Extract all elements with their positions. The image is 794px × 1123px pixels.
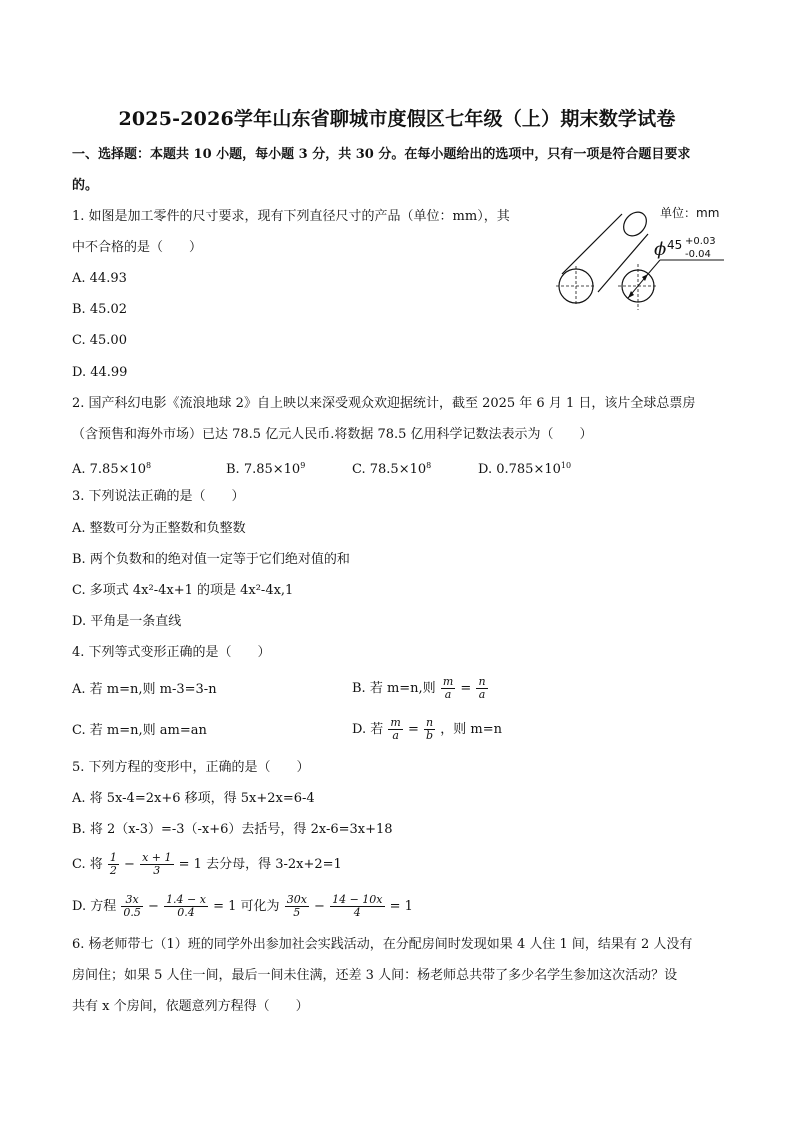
q6-stem-line1: 6. 杨老师带七（1）班的同学外出参加社会实践活动，在分配房间时发现如果 4 人住 1 间，结果有 2 人没有 bbox=[72, 937, 693, 952]
q4-option-a: A. 若 m=n,则 m-3=3-n bbox=[72, 682, 217, 697]
lower-tolerance: -0.04 bbox=[685, 249, 711, 260]
q1-option-d: D. 44.99 bbox=[72, 365, 128, 380]
q5-option-d: D. 方程 $\frac{3x}{0.5}$ − $\frac{1.4 - x}{0.4}$ = 1 可化为 $\frac{30x}{5}$ − $\frac{14 - 10x}{4}$ = 1 bbox=[72, 893, 413, 919]
q6-stem-line3: 共有 x 个房间，依题意列方程得（ ） bbox=[72, 999, 309, 1014]
q3-stem: 3. 下列说法正确的是（ ） bbox=[72, 489, 245, 504]
unit-label: 单位：mm bbox=[660, 206, 720, 220]
q4-option-b: B. 若 m=n,则 $\frac{m}{a}$ = $\frac{n}{a}$ bbox=[352, 675, 486, 701]
q5-option-c: C. 将 $\frac{1}{2}$ − $\frac{x + 1}{3}$ = 1 去分母，得 3-2x+2=1 bbox=[72, 851, 342, 877]
q2-option-c: C. $78.5\times 10^8$ bbox=[352, 461, 432, 477]
q5-option-a: A. 将 5x-4=2x+6 移项，得 5x+2x=6-4 bbox=[72, 791, 315, 806]
q6-stem-line2: 房间住；如果 5 人住一间，最后一间未住满，还差 3 人间：杨老师总共带了多少名学生参加这次活动？设 bbox=[72, 968, 678, 983]
q4-stem: 4. 下列等式变形正确的是（ ） bbox=[72, 645, 271, 660]
q1-option-c: C. 45.00 bbox=[72, 333, 127, 348]
q2-stem-line2: （含预售和海外市场）已达 78.5 亿元人民币.将数据 78.5 亿用科学记数法表示为（ ） bbox=[72, 427, 593, 442]
q4-option-d: D. 若 $\frac{m}{a}$ = $\frac{n}{b}$ ，则 m=n bbox=[352, 716, 502, 742]
page-title: 2025-2026学年山东省聊城市度假区七年级（上）期末数学试卷 bbox=[118, 108, 676, 130]
q4-option-c: C. 若 m=n,则 am=an bbox=[72, 723, 207, 738]
cylinder-part-diagram bbox=[554, 202, 724, 314]
q1-option-b: B. 45.02 bbox=[72, 302, 128, 317]
nominal-diameter: 45 bbox=[667, 238, 683, 252]
q1-stem-line1: 1. 如图是加工零件的尺寸要求，现有下列直径尺寸的产品（单位：mm），其 bbox=[72, 209, 510, 224]
q3-option-b: B. 两个负数和的绝对值一定等于它们绝对值的和 bbox=[72, 552, 350, 567]
q5-stem: 5. 下列方程的变形中，正确的是（ ） bbox=[72, 760, 310, 775]
q5-option-b: B. 将 2（x-3）=-3（-x+6）去括号，得 2x-6=3x+18 bbox=[72, 822, 393, 837]
q3-option-a: A. 整数可分为正整数和负整数 bbox=[72, 521, 246, 536]
q2-option-b: B. $7.85\times 10^9$ bbox=[226, 461, 306, 477]
q1-option-a: A. 44.93 bbox=[72, 271, 127, 286]
upper-tolerance: +0.03 bbox=[685, 236, 716, 247]
q3-option-d: D. 平角是一条直线 bbox=[72, 614, 182, 629]
q3-option-c: C. 多项式 4x²-4x+1 的项是 4x²-4x,1 bbox=[72, 583, 294, 598]
q2-option-a: A. $7.85\times 10^8$ bbox=[72, 461, 152, 477]
q2-stem-line1: 2. 国产科幻电影《流浪地球 2》自上映以来深受观众欢迎据统计，截至 2025 年 6 月 1 日，该片全球总票房 bbox=[72, 396, 696, 411]
q2-option-d: D. $0.785\times 10^{10}$ bbox=[478, 461, 572, 477]
q1-stem-line2: 中不合格的是（ ） bbox=[72, 240, 203, 255]
section-heading-line1: 一、选择题：本题共 10 小题，每小题 3 分，共 30 分。在每小题给出的选项中，只有一项是符合题目要求 bbox=[72, 147, 691, 162]
diameter-symbol: ϕ bbox=[654, 239, 667, 260]
section-heading-line2: 的。 bbox=[72, 178, 99, 193]
